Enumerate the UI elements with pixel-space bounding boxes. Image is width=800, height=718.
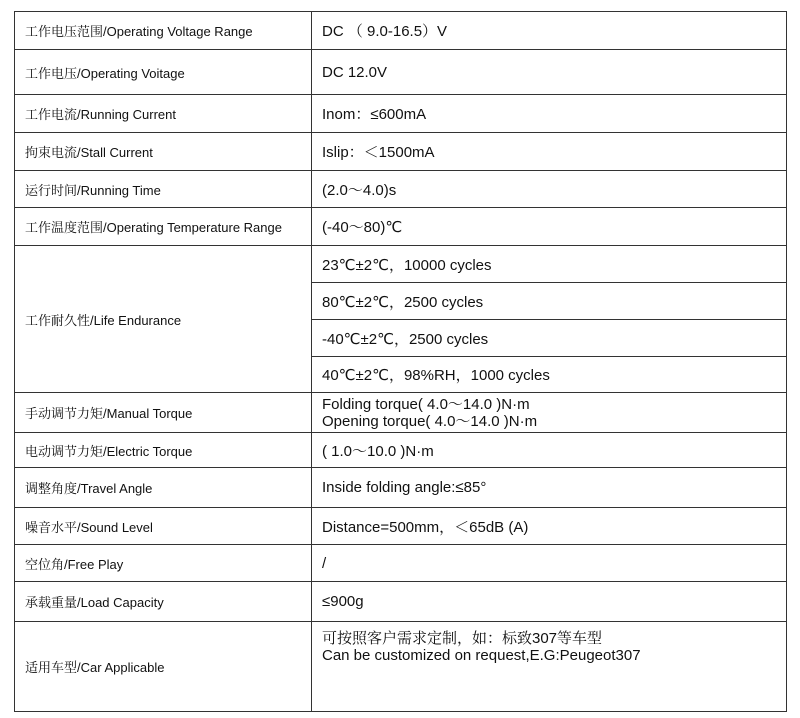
spec-label: 噪音水平/Sound Level [15, 508, 312, 545]
spec-value: ≤900g [312, 582, 787, 622]
table-row [15, 545, 787, 582]
spec-label: 手动调节力矩/Manual Torque [15, 393, 312, 433]
spec-label: 工作温度范围/Operating Temperature Range [15, 208, 312, 246]
spec-value: Distance=500mm，＜65dB (A) [312, 508, 787, 545]
spec-label: 空位角/Free Play [15, 545, 312, 582]
table-row [15, 622, 787, 712]
spec-label: 工作电压范围/Operating Voltage Range [15, 12, 312, 50]
table-row [15, 246, 787, 283]
spec-label: 拘束电流/Stall Current [15, 133, 312, 171]
spec-value: ( 1.0～10.0 )N·m [312, 433, 787, 468]
spec-value [312, 393, 787, 433]
table-row [15, 393, 787, 433]
spec-label: 承载重量/Load Capacity [15, 582, 312, 622]
spec-value: / [312, 545, 787, 582]
table-row [15, 95, 787, 133]
spec-label: 工作耐久性/Life Endurance [15, 246, 312, 393]
spec-value: Inside folding angle:≤85° [312, 468, 787, 508]
spec-label: 工作电压/Operating Voitage [15, 50, 312, 95]
table-row [15, 582, 787, 622]
specifications-table [14, 11, 787, 712]
spec-value: 40℃±2℃，98%RH，1000 cycles [312, 357, 787, 393]
table-row [15, 508, 787, 545]
spec-label: 调整角度/Travel Angle [15, 468, 312, 508]
spec-value: 80℃±2℃，2500 cycles [312, 283, 787, 320]
spec-value-line: Folding torque( 4.0～14.0 )N·m [322, 395, 530, 413]
spec-value: (-40～80)℃ [312, 208, 787, 246]
spec-value: DC 12.0V [312, 50, 787, 95]
table-row [15, 12, 787, 50]
table-row [15, 50, 787, 95]
table-row [15, 171, 787, 208]
table-row [15, 133, 787, 171]
spec-label: 电动调节力矩/Electric Torque [15, 433, 312, 468]
table-row [15, 433, 787, 468]
spec-value: Islip：＜1500mA [312, 133, 787, 171]
spec-label: 运行时间/Running Time [15, 171, 312, 208]
spec-value-line: 可按照客户需求定制，如：标致307等车型 [322, 630, 603, 647]
spec-label: 工作电流/Running Current [15, 95, 312, 133]
spec-value: Inom：≤600mA [312, 95, 787, 133]
table-row [15, 208, 787, 246]
spec-value-line: Opening torque( 4.0～14.0 )N·m [322, 412, 538, 430]
spec-value: (2.0～4.0)s [312, 171, 787, 208]
spec-value-line: Can be customized on request,E.G:Peugeot307 [322, 647, 641, 664]
spec-value: -40℃±2℃，2500 cycles [312, 320, 787, 357]
spec-value: 23℃±2℃，10000 cycles [312, 246, 787, 283]
spec-value [312, 622, 787, 712]
spec-value: DC （ 9.0-16.5）V [312, 12, 787, 50]
spec-label: 适用车型/Car Applicable [15, 622, 312, 712]
table-row [15, 468, 787, 508]
